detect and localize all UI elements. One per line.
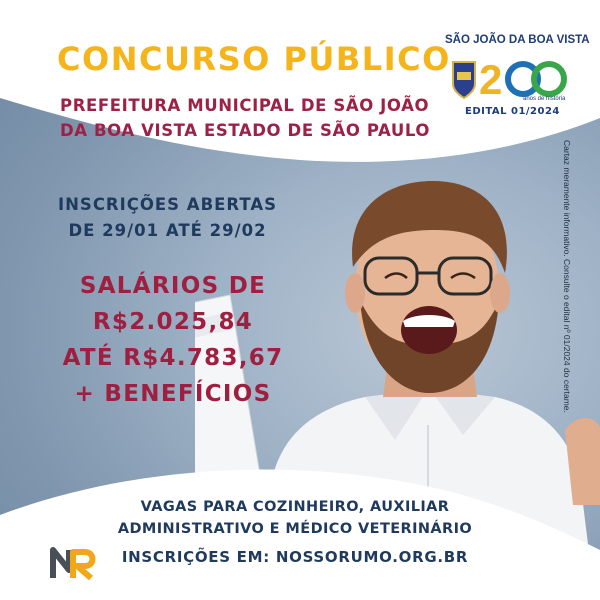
main-title: CONCURSO PÚBLICO [57,40,451,78]
vacancies-text [110,496,480,540]
registration-website: INSCRIÇÕES EM: NOSSORUMO.ORG.BR [121,548,469,566]
vacancies-line-2: ADMINISTRATIVO E MÉDICO VETERINÁRIO [117,521,473,537]
salary-block [38,268,308,412]
disclaimer-vertical: Cartaz meramente informativo. Consulte o edital nº 01/2024 do certame. [562,140,572,413]
salary-line-1: SALÁRIOS DE [79,273,267,299]
registration-period [50,192,285,244]
salary-line-2: R$2.025,84 [92,309,254,335]
registration-line-2: DE 29/01 ATÉ 29/02 [68,221,267,240]
subtitle-line-2: DA BOA VISTA ESTADO DE SÃO PAULO [60,121,431,140]
salary-line-3: ATÉ R$4.783,67 [62,345,284,371]
edital-number: EDITAL 01/2024 [465,106,560,117]
logo-tagline: anos de história [523,96,566,102]
registration-line-1: INSCRIÇÕES ABERTAS [57,195,278,214]
svg-text:2: 2 [479,56,503,102]
nosso-rumo-logo [49,546,101,580]
vacancies-line-1: VAGAS PARA COZINHEIRO, AUXILIAR [140,499,450,515]
logo-city-name: SÃO JOÃO DA BOA VISTA [445,34,590,46]
subtitle-line-1: PREFEITURA MUNICIPAL DE SÃO JOÃO [60,96,430,115]
subtitle [60,93,440,143]
salary-line-4: + BENEFÍCIOS [74,381,272,407]
